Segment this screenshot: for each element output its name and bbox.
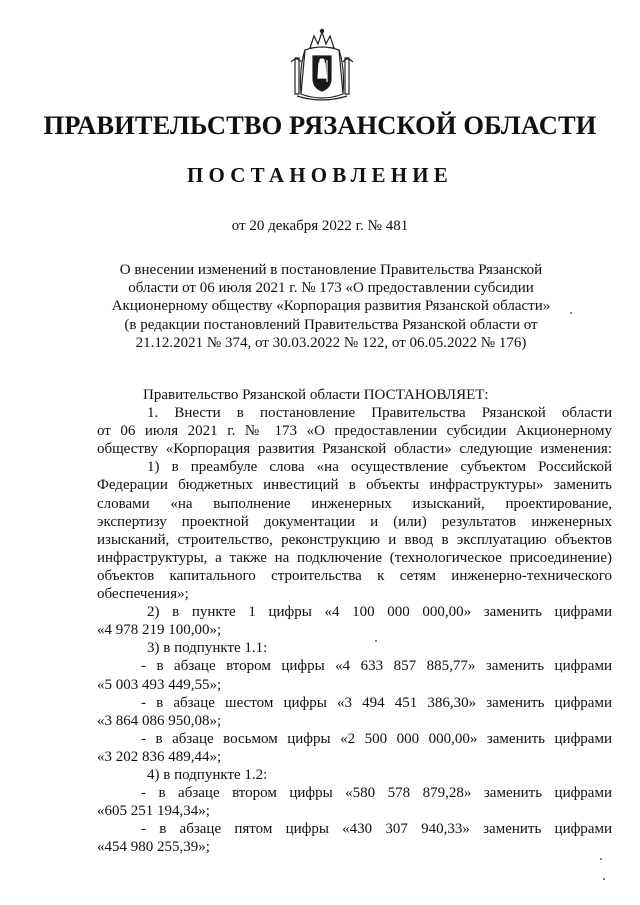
scan-speck	[603, 878, 605, 880]
body-line: Федерации бюджетных инвестиций в объекты инфраструктуры» заменить	[97, 477, 612, 494]
body-line: «3 202 836 489,44»;	[97, 748, 222, 765]
document-body	[97, 386, 612, 856]
subject-line: О внесении изменений в постановление Правительства Рязанской	[119, 262, 543, 278]
date-and-number: от 20 декабря 2022 г. № 481	[231, 218, 409, 234]
body-line: «454 980 255,39»;	[97, 839, 210, 856]
body-line: объектов капитального строительства к сетям инженерно-технического	[97, 567, 612, 584]
body-line: - в абзаце шестом цифры «3 494 451 386,30» заменить цифрами	[141, 694, 612, 711]
document-subject	[96, 261, 566, 352]
body-line: инфраструктуры, а также на подключение (технологическое присоединение)	[97, 549, 612, 566]
body-line: - в абзаце пятом цифры «430 307 940,33» заменить цифрами	[141, 821, 612, 838]
body-line: - в абзаце втором цифры «580 578 879,28» заменить цифрами	[141, 785, 612, 802]
body-line: 1. Внести в постановление Правительства Рязанской области	[147, 405, 612, 422]
body-line: «605 251 194,34»;	[97, 803, 210, 820]
document-type: ПОСТАНОВЛЕНИЕ	[186, 163, 454, 187]
body-line: - в абзаце восьмом цифры «2 500 000 000,00» заменить цифрами	[141, 730, 612, 747]
scan-speck	[570, 312, 572, 314]
body-line: словами «на выполнение инженерных изысканий, проектирование,	[97, 495, 612, 512]
scan-speck	[600, 858, 602, 860]
subject-line: (в редакции постановлений Правительства Рязанской области от	[124, 316, 538, 333]
body-line: от 06 июля 2021 г. № 173 «О предоставлении субсидии Акционерному	[97, 423, 612, 440]
ryazan-coat-of-arms-icon	[283, 28, 361, 104]
body-line: экспертизу проектной документации и (или) результатов инженерных	[97, 513, 612, 530]
body-line: обществу «Корпорация развития Рязанской области» следующие изменения:	[97, 441, 612, 458]
subject-line: области от 06 июля 2021 г. № 173 «О предоставлении субсидии	[128, 280, 534, 297]
body-line: 1) в преамбуле слова «на осуществление субъектом Российской	[147, 459, 612, 476]
body-line: 3) в подпункте 1.1:	[147, 640, 268, 657]
body-line: изысканий, строительство, реконструкцию и ввод в эксплуатацию объектов	[97, 531, 612, 548]
body-line: 4) в подпункте 1.2:	[147, 766, 268, 783]
body-line: обеспечения»;	[97, 586, 189, 603]
body-line: Правительство Рязанской области ПОСТАНОВЛЯЕТ:	[143, 387, 489, 403]
subject-line: Акционерному обществу «Корпорация развития Рязанской области»	[111, 298, 551, 315]
subject-line: 21.12.2021 № 374, от 30.03.2022 № 122, от 06.05.2022 № 176)	[135, 334, 527, 351]
body-line: «3 864 086 950,08»;	[97, 712, 222, 729]
body-line: - в абзаце втором цифры «4 633 857 885,77» заменить цифрами	[141, 658, 612, 675]
body-line: «5 003 493 449,55»;	[97, 676, 222, 693]
scan-speck	[375, 640, 377, 642]
body-line: «4 978 219 100,00»;	[97, 622, 222, 639]
government-title: ПРАВИТЕЛЬСТВО РЯЗАНСКОЙ ОБЛАСТИ	[43, 110, 597, 140]
body-line: 2) в пункте 1 цифры «4 100 000 000,00» заменить цифрами	[147, 604, 612, 621]
